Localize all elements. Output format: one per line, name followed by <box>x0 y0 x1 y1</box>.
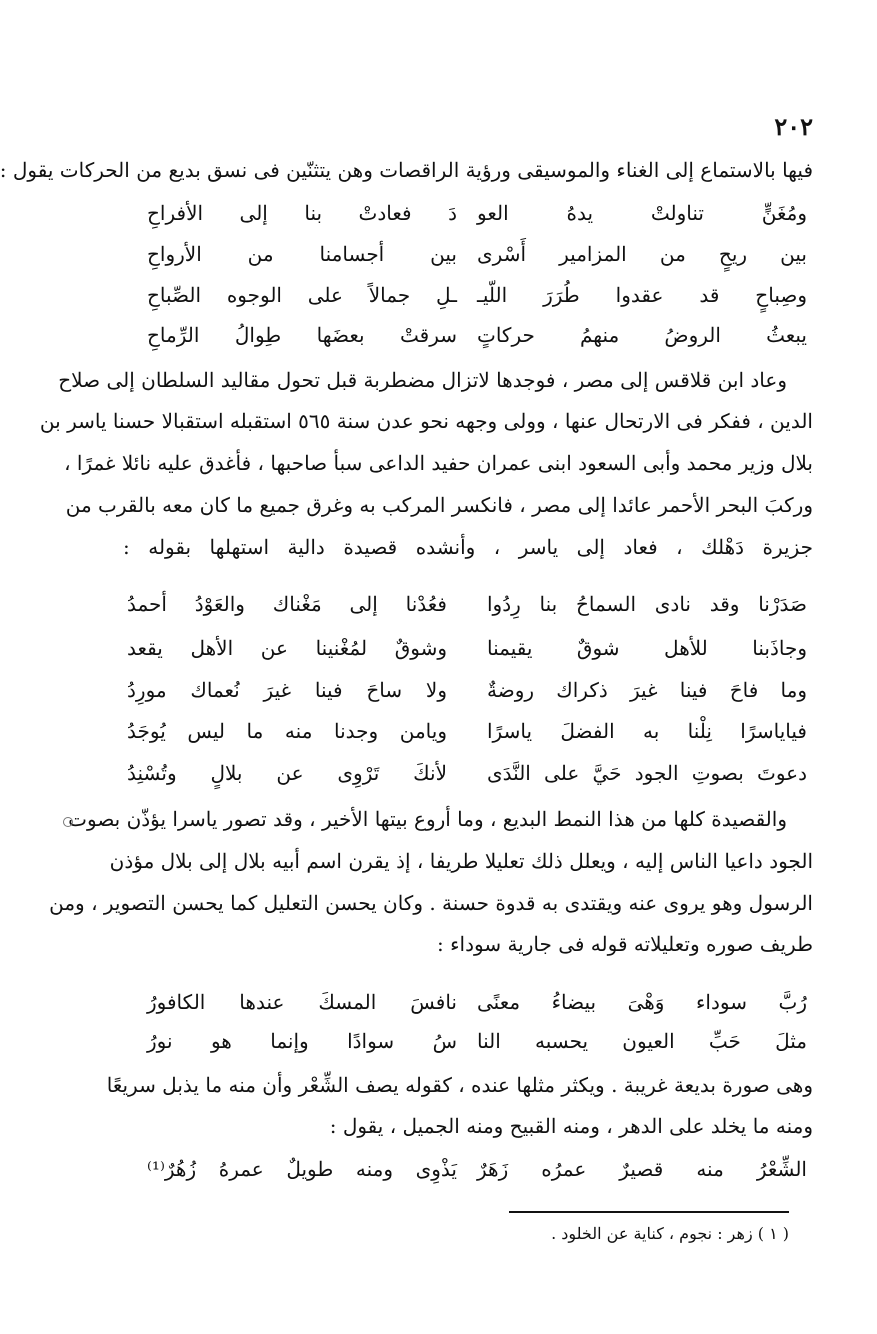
paragraph-line: الدين ، ففكر فى الارتحال عنها ، وولى وجهه نحو عدن سنة ٥٦٥ استقبله استقبالا حسنا ياسر بن <box>39 409 813 433</box>
verse-second-hemistich: فعُدْنا إلى مَغْناك والعَوْدُ أحمدُ <box>127 592 447 616</box>
poem-verse <box>127 587 807 621</box>
verse-second-hemistich: سرقتْ بعضَها طِوالُ الرِّماحِ <box>147 323 457 347</box>
footnote: ( ١ ) زهر : نجوم ، كناية عن الخلود . <box>551 1224 789 1243</box>
poem-verse <box>127 631 807 665</box>
poem-verse <box>127 1152 807 1186</box>
poem-verse <box>127 673 807 707</box>
poem-verse <box>127 278 807 312</box>
poem-verse <box>127 985 807 1019</box>
verse-second-hemistich: وشوقٌ لمُغْنينا عن الأهل يقعد <box>127 636 447 660</box>
paragraph-line: بلال وزير محمد وأبى السعود ابنى عمران حفيد الداعى سبأ صاحبها ، فأغدق عليه نائلا غمرًا ، <box>64 451 813 475</box>
poem-verse <box>127 714 807 748</box>
poem-verse <box>127 237 807 271</box>
verse-second-hemistich: نافسَ المسكَ عندها الكافورُ <box>147 990 457 1014</box>
verse-first-hemistich: رُبَّ سوداء وَهْىَ بيضاءُ معنًى <box>477 990 807 1014</box>
verse-first-hemistich: وجاذَبنا للأهل شوقٌ يقيمنا <box>487 636 807 660</box>
verse-second-hemistich: ولا ساحَ فينا غيرَ نُعماك مورِدُ <box>127 678 447 702</box>
verse-first-hemistich: يبعثُ الروضُ منهمُ حركاتٍ <box>477 323 807 347</box>
verse-first-hemistich: الشِّعْرُ منه قصيرٌ عمرُه زَهَرٌ <box>477 1157 807 1181</box>
paragraph-line: الرسول وهو يروى عنه ويقتدى به قدوة حسنة . وكان يحسن التعليل كما يحسن التصوير ، ومن <box>49 891 813 915</box>
verse-second-hemistich: سُ سوادًا وإنما هو نورُ <box>147 1029 457 1053</box>
paragraph-line: والقصيدة كلها من هذا النمط البديع ، وما أروع بيتها الأخير ، وقد تصور ياسرا يؤذّن بصوت <box>68 807 787 831</box>
margin-mark <box>63 817 73 827</box>
paragraph-line: وركبَ البحر الأحمر عائدا إلى مصر ، فانكسر المركب به وغرق جميع ما كان معه بالقرب من <box>65 493 813 517</box>
verse-second-hemistich: بين أجسامنا من الأرواحِ <box>147 242 457 266</box>
verse-second-hemistich: لأنكَ تَرْوِى عن بلالٍ وتُسْنِدُ <box>127 761 447 785</box>
verse-second-hemistich: يَذْوِى ومنه طويلٌ عمرهُ زُهُرٌ⁽¹⁾ <box>147 1157 457 1181</box>
verse-first-hemistich: وصِباحٍ قد عقدوا طُرَرَ اللّيـ <box>477 283 807 307</box>
page-number: ٢٠٢ <box>774 112 813 141</box>
poem-verse <box>127 318 807 352</box>
poem-verse <box>127 756 807 790</box>
verse-first-hemistich: صَدَرْنا وقد نادى السماحُ بنا رِدُوا <box>487 592 807 616</box>
paragraph-line: جزيرة دَهْلك ، فعاد إلى ياسر ، وأنشده قصيدة دالية استهلها بقوله : <box>123 535 813 559</box>
paragraph-line: طريف صوره وتعليلاته قوله فى جارية سوداء : <box>437 932 813 956</box>
verse-first-hemistich: وما فاحَ فينا غيرَ ذكراك روضةٌ <box>487 678 807 702</box>
paragraph-line: الجود داعيا الناس إليه ، ويعلل ذلك تعليلا طريفا ، إذ يقرن اسم أبيه بلال إلى بلال مؤذن <box>109 849 813 873</box>
verse-second-hemistich: دَ فعادتْ بنا إلى الأفراحِ <box>147 201 457 225</box>
poem-verse <box>127 1024 807 1058</box>
verse-second-hemistich: ويامن وجدنا منه ما ليس يُوجَدُ <box>127 719 447 743</box>
footnote-divider <box>509 1211 789 1213</box>
poem-verse <box>127 196 807 230</box>
verse-first-hemistich: بين ريحٍ من المزامير أَسْرى <box>477 242 807 266</box>
paragraph-line: فيها بالاستماع إلى الغناء والموسيقى ورؤية الراقصات وهن يتثنّين فى نسق بديع من الحركات يقول : <box>0 158 813 182</box>
paragraph-line: ومنه ما يخلد على الدهر ، ومنه القبيح ومنه الجميل ، يقول : <box>329 1114 813 1138</box>
verse-first-hemistich: دعوتَ بصوتِ الجود حَيَّ على النَّدَى <box>487 761 807 785</box>
verse-second-hemistich: ـلِ جمالاً على الوجوه الصِّباحِ <box>147 283 457 307</box>
verse-first-hemistich: ومُغَنٍّ تناولتْ يدهُ العو <box>477 201 807 225</box>
verse-first-hemistich: فياياسرًا نِلْنا به الفضلَ ياسرًا <box>487 719 807 743</box>
paragraph-line: وهى صورة بديعة غريبة . ويكثر مثلها عنده ، كقوله يصف الشِّعْر وأن منه ما يذبل سريعًا <box>106 1073 813 1097</box>
verse-first-hemistich: مثلَ حَبِّ العيون يحسبه النا <box>477 1029 807 1053</box>
paragraph-line: وعاد ابن قلاقس إلى مصر ، فوجدها لاتزال مضطربة قبل تحول مقاليد السلطان إلى صلاح <box>58 368 787 392</box>
